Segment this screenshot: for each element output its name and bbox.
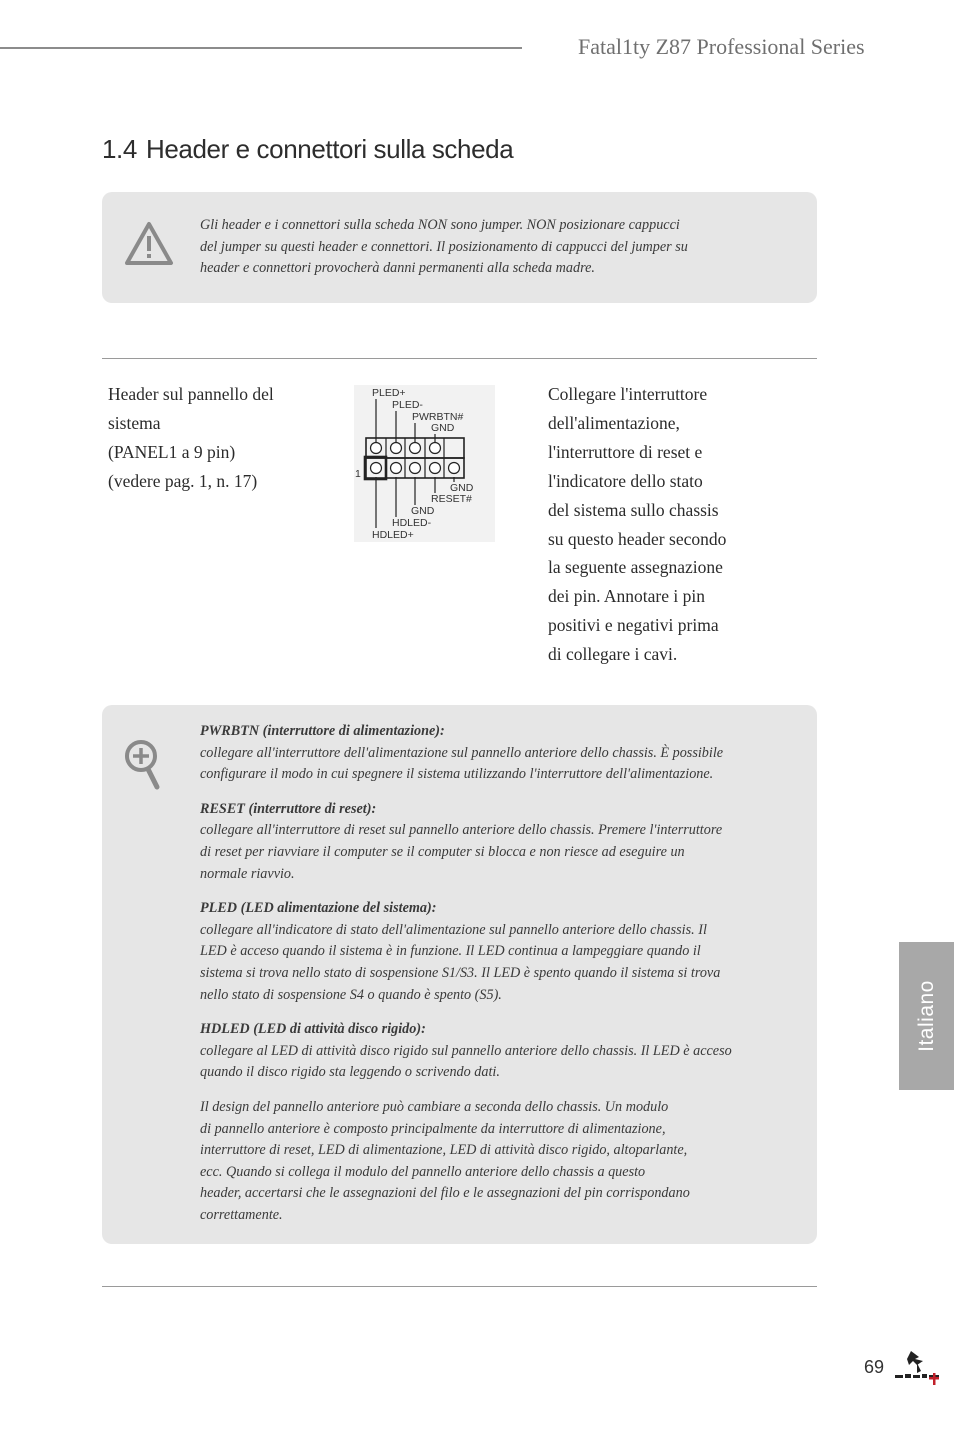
header-label-line: (vedere pag. 1, n. 17)	[108, 471, 258, 491]
note-title: PLED (LED alimentazione del sistema):	[200, 900, 437, 917]
note-line: quando il disco rigido sta leggendo o scrivendo dati.	[200, 1064, 500, 1081]
label-gnd-right: GND	[450, 482, 474, 494]
label-pled-minus: PLED-	[392, 399, 423, 411]
notes-list	[200, 721, 760, 1239]
note-line: collegare al LED di attività disco rigido sul pannello anteriore dello chassis. Il LED è acceso	[200, 1042, 732, 1059]
label-gnd-bottom: GND	[411, 505, 435, 517]
label-pwrbtn: PWRBTN#	[412, 411, 464, 423]
description-line: la seguente assegnazione	[548, 557, 723, 578]
header-description	[548, 380, 778, 669]
header-label	[108, 380, 323, 496]
warning-line: header e connettori provocherà danni permanenti alla scheda madre.	[200, 260, 595, 276]
label-pled-plus: PLED+	[372, 387, 406, 399]
note-line: normale riavvio.	[200, 865, 295, 882]
label-pin-one: 1	[355, 468, 361, 480]
header-label-line: (PANEL1 a 9 pin)	[108, 442, 236, 462]
note-hdled	[200, 1019, 760, 1084]
series-title: Fatal1ty Z87 Professional Series	[578, 34, 865, 59]
label-reset: RESET#	[431, 493, 472, 505]
note-reset	[200, 799, 760, 885]
label-hdled-plus: HDLED+	[372, 529, 414, 541]
note-line: interruttore di reset, LED di alimentazione, LED di attività disco rigido, altoparlante,	[200, 1142, 688, 1159]
notes-box	[102, 705, 817, 1244]
note-line: collegare all'interruttore di reset sul pannello anteriore dello chassis. Premere l'interruttore	[200, 822, 723, 839]
magnifier-plus-icon	[124, 739, 164, 791]
fatal1ty-logo-icon	[893, 1347, 945, 1389]
language-tab-label: Italiano	[914, 980, 938, 1052]
description-line: del sistema sullo chassis	[548, 499, 719, 520]
warning-text	[200, 215, 760, 280]
note-title: HDLED (LED di attività disco rigido):	[200, 1021, 426, 1038]
note-general	[200, 1097, 760, 1227]
note-line: collegare all'interruttore dell'alimentazione sul pannello anteriore dello chassis. È possibile	[200, 744, 724, 761]
panel-header-diagram	[354, 385, 495, 542]
header-label-line: Header sul pannello del	[108, 384, 274, 404]
description-line: dei pin. Annotare i pin	[548, 586, 705, 607]
note-line: configurare il modo in cui spegnere il sistema utilizzando l'interruttore dell'alimentazione.	[200, 766, 714, 783]
note-line: LED è acceso quando il sistema è in funzione. Il LED continua a lampeggiare quando il	[200, 943, 701, 960]
note-line: header, accertarsi che le assegnazioni del filo e le assegnazioni del pin corrispondano	[200, 1185, 690, 1202]
section-number: 1.4	[102, 134, 137, 164]
description-line: di collegare i cavi.	[548, 644, 678, 665]
note-title: PWRBTN (interruttore di alimentazione):	[200, 723, 445, 739]
note-line: nello stato di sospensione S4 o quando è spento (S5).	[200, 986, 502, 1003]
note-title: RESET (interruttore di reset):	[200, 800, 377, 817]
top-rule	[0, 47, 522, 49]
label-hdled-minus: HDLED-	[392, 517, 432, 529]
note-line: ecc. Quando si collega il modulo del pannello anteriore dello chassis a questo	[200, 1163, 646, 1180]
description-line: l'indicatore dello stato	[548, 470, 703, 491]
note-pwrbtn	[200, 721, 760, 786]
note-line: di pannello anteriore è composto principalmente da interruttore di alimentazione,	[200, 1120, 666, 1137]
warning-box	[102, 192, 817, 303]
description-line: Collegare l'interruttore	[548, 384, 708, 404]
description-line: dell'alimentazione,	[548, 412, 680, 433]
note-line: collegare all'indicatore di stato dell'alimentazione sul pannello anteriore dello chassis. Il	[200, 921, 707, 938]
note-line: correttamente.	[200, 1206, 283, 1223]
page-number: 69	[864, 1357, 885, 1377]
note-pled	[200, 898, 760, 1006]
warning-line: Gli header e i connettori sulla scheda NON sono jumper. NON posizionare cappucci	[200, 217, 680, 233]
language-tab	[899, 942, 954, 1090]
note-line: Il design del pannello anteriore può cambiare a seconda dello chassis. Un modulo	[200, 1098, 669, 1115]
note-line: sistema si trova nello stato di sospensione S1/S3. Il LED è spento quando il sistema si trova	[200, 964, 721, 981]
footer-divider	[102, 1286, 817, 1287]
section-divider	[102, 358, 817, 359]
note-line: di reset per riavviare il computer se il computer si blocca e non riesce ad eseguire un	[200, 843, 685, 860]
description-line: l'interruttore di reset e	[548, 441, 703, 462]
section-title	[102, 134, 513, 165]
description-line: positivi e negativi prima	[548, 615, 719, 636]
description-line: su questo header secondo	[548, 528, 727, 549]
section-heading: Header e connettori sulla scheda	[145, 134, 514, 164]
warning-triangle-icon	[124, 221, 174, 267]
header-label-line: sistema	[108, 413, 161, 433]
pin-diagram	[354, 385, 495, 542]
label-gnd-top: GND	[431, 422, 455, 434]
warning-line: del jumper su questi header e connettori. Il posizionamento di cappucci del jumper su	[200, 238, 688, 255]
